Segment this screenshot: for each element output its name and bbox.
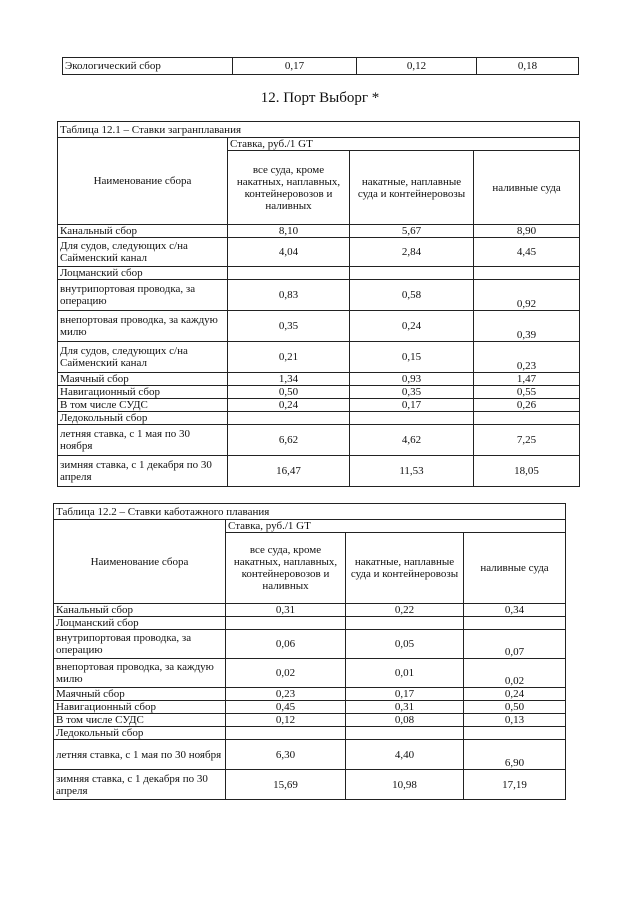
table-row [54, 604, 566, 617]
rate-value: 0,06 [226, 630, 346, 659]
table-row [58, 425, 580, 456]
fee-name: внутрипортовая проводка, за операцию [54, 630, 226, 659]
rate-value: 7,25 [474, 425, 580, 456]
fee-name: внутрипортовая проводка, за операцию [58, 280, 228, 311]
column-header-name: Наименование сбора [54, 520, 226, 604]
column-header-tankers: наливные суда [464, 533, 566, 604]
rate-value: 0,83 [228, 280, 350, 311]
rate-value: 0,23 [474, 342, 580, 373]
table-caption-row [58, 122, 580, 138]
table-row [63, 58, 579, 75]
rate-value [474, 412, 580, 425]
rate-value [464, 727, 566, 740]
fee-name: Экологический сбор [63, 58, 233, 75]
rate-value: 0,17 [346, 688, 464, 701]
table-row [54, 688, 566, 701]
rate-value: 6,90 [464, 740, 566, 770]
rate-value: 0,35 [350, 386, 474, 399]
rate-value: 1,34 [228, 373, 350, 386]
fee-name: Навигационный сбор [54, 701, 226, 714]
table-row [58, 386, 580, 399]
rate-value: 0,31 [226, 604, 346, 617]
fee-name: Лоцманский сбор [54, 617, 226, 630]
table-caption-row [54, 504, 566, 520]
fee-name: Маячный сбор [58, 373, 228, 386]
table-row [58, 373, 580, 386]
rate-value: 0,45 [226, 701, 346, 714]
rate-value [226, 617, 346, 630]
foreign-rates-table [57, 121, 580, 487]
rate-value: 0,50 [464, 701, 566, 714]
fee-name: внепортовая проводка, за каждую милю [54, 659, 226, 688]
rate-value [346, 727, 464, 740]
table-row [54, 727, 566, 740]
rate-value: 0,08 [346, 714, 464, 727]
rate-value: 2,84 [350, 238, 474, 267]
rate-value [350, 412, 474, 425]
rate-value [226, 727, 346, 740]
fee-name: Канальный сбор [58, 225, 228, 238]
table-row [58, 412, 580, 425]
rate-value: 0,05 [346, 630, 464, 659]
column-header-all-vessels: все суда, кроме накатных, наплавных, контейнеровозов и наливных [228, 151, 350, 225]
table-header-row [58, 138, 580, 151]
fee-name: Навигационный сбор [58, 386, 228, 399]
rate-value: 0,12 [226, 714, 346, 727]
fee-name: летняя ставка, с 1 мая по 30 ноября [54, 740, 226, 770]
rate-value: 0,26 [474, 399, 580, 412]
rate-value: 0,21 [228, 342, 350, 373]
rate-value: 4,62 [350, 425, 474, 456]
table-row [54, 659, 566, 688]
column-header-all-vessels: все суда, кроме накатных, наплавных, контейнеровозов и наливных [226, 533, 346, 604]
rate-value: 11,53 [350, 456, 474, 487]
rate-value: 6,30 [226, 740, 346, 770]
rate-value: 1,47 [474, 373, 580, 386]
rate-value: 4,40 [346, 740, 464, 770]
rate-value: 0,22 [346, 604, 464, 617]
rate-value [228, 412, 350, 425]
table-row [58, 267, 580, 280]
fee-name: Для судов, следующих с/на Сайменский канал [58, 238, 228, 267]
rate-value: 0,02 [226, 659, 346, 688]
rate-value [346, 617, 464, 630]
rate-value: 0,13 [464, 714, 566, 727]
fee-name: внепортовая проводка, за каждую милю [58, 311, 228, 342]
fee-name: Ледокольный сбор [54, 727, 226, 740]
column-header-roro: накатные, наплавные суда и контейнеровозы [350, 151, 474, 225]
rate-value: 0,35 [228, 311, 350, 342]
rate-value: 0,39 [474, 311, 580, 342]
rate-value: 0,34 [464, 604, 566, 617]
rate-value: 5,67 [350, 225, 474, 238]
rate-value: 0,24 [464, 688, 566, 701]
fee-name: летняя ставка, с 1 мая по 30 ноября [58, 425, 228, 456]
rate-value: 4,04 [228, 238, 350, 267]
fee-name: Ледокольный сбор [58, 412, 228, 425]
rate-value: 0,23 [226, 688, 346, 701]
column-header-name: Наименование сбора [58, 138, 228, 225]
rate-value: 0,15 [350, 342, 474, 373]
fee-name: Для судов, следующих с/на Сайменский канал [58, 342, 228, 373]
rate-value: 15,69 [226, 770, 346, 800]
rate-value: 4,45 [474, 238, 580, 267]
table-row [58, 456, 580, 487]
table-row [54, 740, 566, 770]
table-row [58, 238, 580, 267]
table-caption: Таблица 12.2 – Ставки каботажного плавания [54, 504, 566, 520]
fee-name: В том числе СУДС [58, 399, 228, 412]
rate-value [474, 267, 580, 280]
rate-value [228, 267, 350, 280]
fee-name: Канальный сбор [54, 604, 226, 617]
ecological-fee-table [62, 57, 579, 75]
rate-header: Ставка, руб./1 GT [226, 520, 566, 533]
rate-value: 18,05 [474, 456, 580, 487]
table-row [54, 630, 566, 659]
rate-value [464, 617, 566, 630]
table-header-row [54, 520, 566, 533]
rate-value: 0,07 [464, 630, 566, 659]
table-caption: Таблица 12.1 – Ставки загранплавания [58, 122, 580, 138]
rate-value: 0,17 [233, 58, 357, 75]
rate-value: 0,24 [228, 399, 350, 412]
fee-name: Маячный сбор [54, 688, 226, 701]
rate-value: 0,12 [357, 58, 477, 75]
rate-value [350, 267, 474, 280]
fee-name: В том числе СУДС [54, 714, 226, 727]
rate-value: 0,01 [346, 659, 464, 688]
table-row [58, 280, 580, 311]
rate-value: 0,02 [464, 659, 566, 688]
rate-value: 16,47 [228, 456, 350, 487]
rate-value: 0,24 [350, 311, 474, 342]
rate-value: 0,50 [228, 386, 350, 399]
rate-value: 0,17 [350, 399, 474, 412]
table-row [58, 342, 580, 373]
rate-value: 0,55 [474, 386, 580, 399]
table-row [58, 399, 580, 412]
fee-name: зимняя ставка, с 1 декабря по 30 апреля [54, 770, 226, 800]
rate-value: 8,90 [474, 225, 580, 238]
rate-value: 0,92 [474, 280, 580, 311]
column-header-roro: накатные, наплавные суда и контейнеровозы [346, 533, 464, 604]
table-row [58, 225, 580, 238]
section-title: 12. Порт Выборг * [260, 90, 380, 106]
rate-value: 6,62 [228, 425, 350, 456]
rate-value: 10,98 [346, 770, 464, 800]
table-row [58, 311, 580, 342]
column-header-tankers: наливные суда [474, 151, 580, 225]
rate-value: 0,58 [350, 280, 474, 311]
table-row [54, 617, 566, 630]
rate-header: Ставка, руб./1 GT [228, 138, 580, 151]
table-row [54, 714, 566, 727]
table-row [54, 770, 566, 800]
rate-value: 0,31 [346, 701, 464, 714]
rate-value: 17,19 [464, 770, 566, 800]
fee-name: зимняя ставка, с 1 декабря по 30 апреля [58, 456, 228, 487]
rate-value: 0,18 [477, 58, 579, 75]
table-row [54, 701, 566, 714]
fee-name: Лоцманский сбор [58, 267, 228, 280]
rate-value: 8,10 [228, 225, 350, 238]
cabotage-rates-table [53, 503, 566, 800]
rate-value: 0,93 [350, 373, 474, 386]
